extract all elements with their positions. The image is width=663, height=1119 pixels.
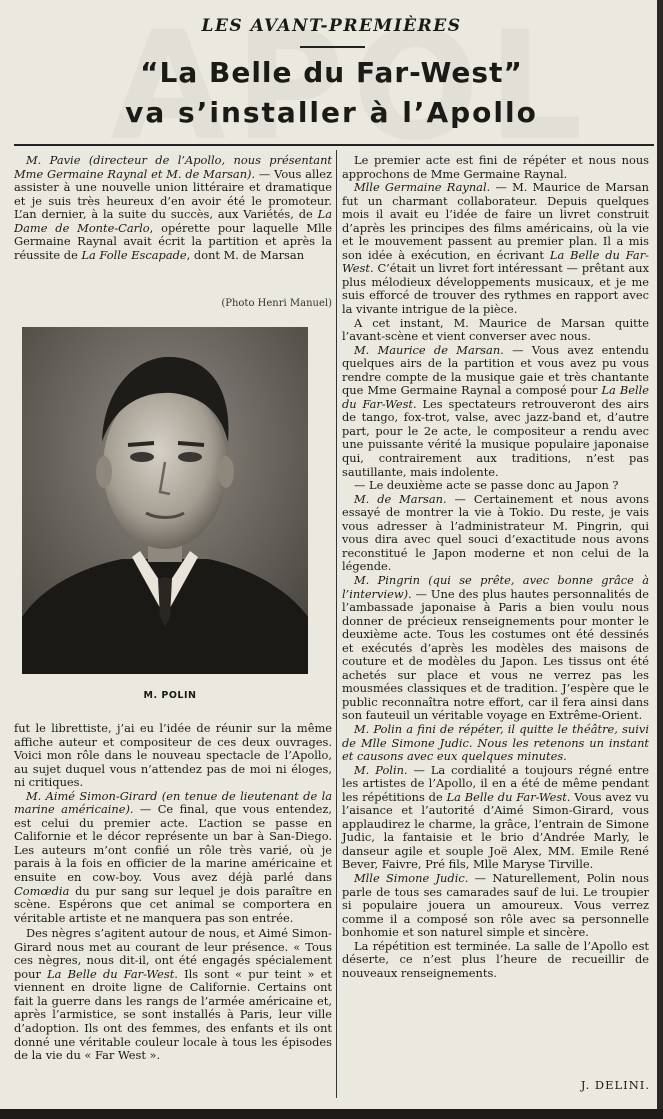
paragraph-text: , dont M. de Marsan xyxy=(186,247,305,262)
column-divider xyxy=(336,150,337,1098)
paragraph-negres xyxy=(14,927,332,1062)
paragraph-text: — Ce final, que vous entendez, est celui du premier acte. L’action se passe en Californie et le décor représente un bar à San-Diego. Les auteurs m’ont confié un rôle très varié, où je parais à la fois en officier de la marine américaine et ensuite en cow-boy. Vous avez déjà parlé dans xyxy=(14,802,332,885)
paragraph-text: du pur sang sur lequel je dois paraître en scène. Espérons que cet animal se comportera en véritable artiste et ne manquera pas son entrée. xyxy=(14,883,332,925)
paragraph-judic xyxy=(342,872,649,940)
speaker-name: M. de Marsan. xyxy=(354,491,447,506)
paragraph-text: — Vous avez entendu quelques airs de la partition et vous avez pu vous rendre compte de la musique gaie et très chantante que Mme Germaine Raynal a composé pour xyxy=(342,342,650,398)
rubric-rule xyxy=(300,46,365,48)
headline-rule xyxy=(14,144,654,146)
paragraph-text: — Naturellement, Polin nous parle de tous ses camarades sauf de lui. Le troupier si populaire jouera un amoureux. Vous verrez comme il a composé son rôle avec sa personnelle bonhomie et son naturel simple et sincère. xyxy=(342,870,649,940)
scan-edge-bottom xyxy=(0,1109,663,1119)
section-rubric: LES AVANT-PREMIÈRES xyxy=(201,16,462,36)
paragraph-simon-girard xyxy=(14,790,332,925)
paragraph-text: — La cordialité a toujours régné entre les artistes de l’Apollo, il en a été de même pendant les répétitions de xyxy=(342,762,649,804)
work-title: La Folle Escapade xyxy=(81,247,187,262)
speaker-name: M. Pavie xyxy=(26,153,81,167)
work-title: La Belle du Far-West xyxy=(446,789,567,804)
paragraph-pavie xyxy=(14,154,332,262)
paragraph-transition-marsan: A cet instant, M. Maurice de Marsan quitte l’avant-scène et vient converser avec nous. xyxy=(342,315,649,344)
speaker-note: (directeur de l’Apollo, nous présentant Mme Germaine Raynal et M. de Marsan). xyxy=(14,153,332,181)
paragraph-intro-raynal: Le premier acte est fini de répéter et nous nous approchons de Mme Germaine Raynal. xyxy=(342,153,649,181)
speaker-name: M. Aimé Simon-Girard (en tenue de lieutenant de la marine américaine). xyxy=(14,788,332,817)
headline-line-2: va s’installer à l’Apollo xyxy=(125,96,538,129)
scan-edge-right xyxy=(657,0,663,1119)
column-1-top xyxy=(14,154,332,262)
paragraph-text: . Les spectateurs retrouveront des airs de tango, fox-trot, valse, avec jazz-band et, d’autre part, pour le 2e acte, le compositeur a rendu avec une puissante vérité la musique populaire japonaise qui, contrairement aux traditions, n’est pas sautillante, mais indolente. xyxy=(342,396,649,479)
paragraph-text: , opérette pour laquelle Mlle Germaine Raynal avait écrit la partition et après la réussite de xyxy=(14,220,332,262)
author-signature: J. DELINI. xyxy=(580,1078,650,1092)
paragraph-polin-leaves: M. Polin a fini de répéter, il quitte le théâtre, suivi de Mlle Simone Judic. Nous les retenons un instant et causons avec eux quelques minutes. xyxy=(342,721,649,764)
paragraph-text: — Certainement et nous avons essayé de montrer la vie à Tokio. Du reste, je vais vous adresser à l’administrateur M. Pingrin, qui vous dira avec quel souci d’exactitude nous avons reconstitué le Japon moderne et non celui de la légende. xyxy=(342,491,649,574)
paragraph-closing: La répétition est terminée. La salle de l’Apollo est déserte, ce n’est plus l’heure de recueillir de nouveaux renseignements. xyxy=(342,938,649,980)
paragraph-marsan xyxy=(342,344,649,479)
paragraph-text: . C’était un livret fort intéressant — prêtant aux plus mélodieux développements musicaux, et je me suis efforcé de trouver des rythmes en rapport avec la vivante intrigue de la pièce. xyxy=(342,261,649,317)
paragraph-pingrin xyxy=(342,574,649,723)
paragraph-raynal xyxy=(342,181,649,316)
paragraph-text: . Ils sont « pur teint » et viennent en droite ligne de Californie. Certains ont fait la guerre dans les rangs de l’armée américaine et, après l’armistice, se sont installés à Paris, leur ville d’adoption. Ils ont des femmes, des enfants et ils ont donné une véritable couleur locale à tous les épisodes de la vie du « Far West ». xyxy=(14,966,332,1063)
paragraph-pavie-cont: fut le librettiste, j’ai eu l’idée de réunir sur la même affiche auteur et compositeur de ces deux ouvrages. Voici mon rôle dans le nouveau spectacle de l’Apollo, au sujet duquel vous n’attendez pas de moi ni éloges, ni critiques. xyxy=(14,721,332,790)
paragraph-polin xyxy=(342,764,649,872)
column-1-bottom xyxy=(14,722,332,1063)
work-title: La Belle du Far-West xyxy=(342,383,649,411)
paragraph-text: . Vous avez vu l’aisance et l’autorité d’Aimé Simon-Girard, vous applaudirez le charme, la grâce, l’entrain de Simone Judic, la fantaisie et le brio d’Andrée Marly, le danseur agile et souple Joë Alex, MM. Emile René Bever, Faivre, Pré fils, Mlle Maryse Tirville. xyxy=(342,789,649,872)
ghost-show-through xyxy=(110,12,650,172)
speaker-name: M. Maurice de Marsan. xyxy=(354,342,504,357)
portrait-illustration xyxy=(22,327,308,674)
photo-credit: (Photo Henri Manuel) xyxy=(221,298,332,309)
column-2 xyxy=(342,154,649,980)
speaker-name: M. Polin. xyxy=(354,762,408,777)
speaker-name: M. Pingrin (qui se prête, avec bonne grâce à l’interview). xyxy=(342,572,649,601)
newspaper-title: Comœdia xyxy=(14,883,70,898)
paragraph-question-japon: — Le deuxième acte se passe donc au Japon ? xyxy=(354,478,619,493)
paragraph-marsan-2 xyxy=(342,493,649,574)
speaker-name: Mlle Germaine Raynal. xyxy=(354,180,491,195)
paragraph-text: — Vous allez assister à une nouvelle union littéraire et dramatique et je suis très heureux d’en avoir été le promoteur. L’an dernier, à la suite du succès, aux Variétés, de xyxy=(14,166,332,222)
headline-line-1: “La Belle du Far-West” xyxy=(140,56,523,89)
paragraph-text: — M. Maurice de Marsan fut un charmant collaborateur. Depuis quelques mois il avait eu l’idée de faire un livret construit d’après les principes des films américains, où la vie et le mouvement passent au premier plan. Il a mis son idée à exécution, en écrivant xyxy=(342,180,650,262)
work-title: La Belle du Far-West xyxy=(47,966,175,981)
paragraph-text: Des nègres s’agitent autour de nous, et Aimé Simon-Girard nous met au courant de leur présence. « Tous ces nègres, nous dit-il, ont été engagés spécialement pour xyxy=(14,926,332,981)
speaker-name: Mlle Simone Judic. xyxy=(354,870,469,885)
portrait-photo xyxy=(22,327,308,674)
work-title: La Dame de Monte-Carlo xyxy=(14,207,332,235)
paragraph-text: — Une des plus hautes personnalités de l’ambassade japonaise à Paris a bien voulu nous donner de précieux renseignements pour monter le deuxième acte. Tous les costumes ont été dessinés et exécutés d’après les modèles des maisons de couture et de modèles du Japon. Les tissus ont été achetés sur place et vous ne verrez pas les mousmées classiques et de tradition. J’espère que le public reconnaîtra notre effort, car il fera ainsi dans son fauteuil un véritable voyage en Extrême-Orient. xyxy=(342,586,649,723)
work-title: La Belle du Far-West xyxy=(342,247,649,276)
photo-caption: M. POLIN xyxy=(143,690,197,701)
